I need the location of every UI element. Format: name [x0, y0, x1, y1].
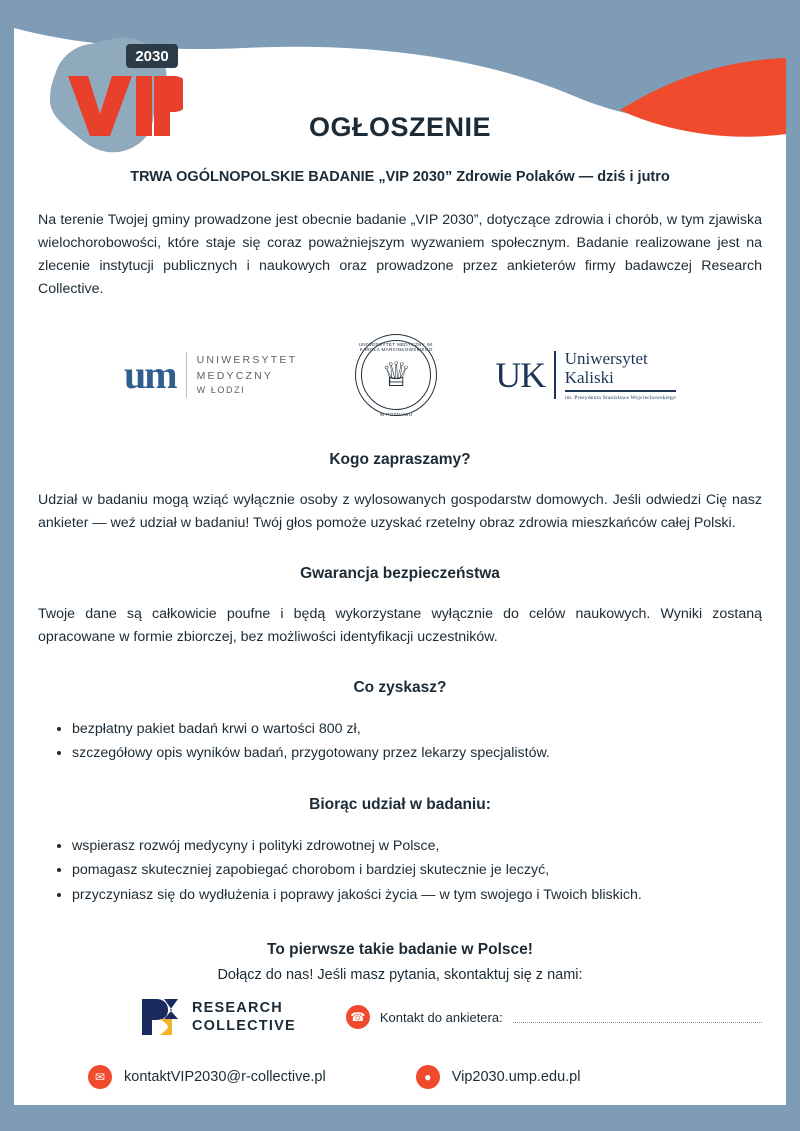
- section-heading-co-zyskasz: Co zyskasz?: [353, 679, 447, 696]
- closing-heading: To pierwsze takie badanie w Polsce!: [267, 941, 533, 959]
- footer-email[interactable]: [88, 1065, 326, 1089]
- footer-website[interactable]: [416, 1065, 581, 1089]
- interviewer-contact-label: Kontakt do ankietera:: [379, 1009, 503, 1025]
- section-heading-kogo-zapraszamy: Kogo zapraszamy?: [329, 451, 471, 468]
- intro-paragraph: Na terenie Twojej gminy prowadzone jest obecnie badanie „VIP 2030”, dotyczące zdrowia i chorób, w tym zjawiska wielochorobowości, które staje się coraz poważniejszym wyzwaniem społecznym. Badanie realizowane jest na zlecenie instytucji publicznych i naukowych oraz prowadzone przez ankieterów firmy badawczej Research Collective.: [38, 212, 762, 297]
- section-heading-biorac-udzial: Biorąc udział w badaniu:: [309, 795, 491, 813]
- uk-line-1: Uniwersytet: [564, 348, 648, 368]
- partner-logo-poznan: [355, 334, 437, 416]
- logo-year-text: 2030: [135, 48, 169, 65]
- interviewer-contact-field[interactable]: [346, 1005, 762, 1029]
- list-item: • szczegółowy opis wyników badań, przygotowany przez lekarzy specjalistów.: [72, 741, 762, 765]
- interviewer-contact-input[interactable]: [513, 1012, 762, 1023]
- page-border-right: [786, 0, 800, 1131]
- footer-contact-row: [38, 995, 762, 1039]
- page-border-left: [0, 0, 14, 1131]
- university-seal-icon: [355, 334, 437, 416]
- footer-email-text[interactable]: kontaktVIP2030@r-collective.pl: [124, 1069, 326, 1085]
- uk-monogram: UK: [495, 355, 546, 395]
- section-heading-gwarancja: Gwarancja bezpieczeństwa: [300, 565, 500, 582]
- page-subtitle: TRWA OGÓLNOPOLSKIE BADANIE „VIP 2030” Zdrowie Polaków — dziś i jutro: [130, 169, 670, 185]
- seal-bottom-text: W POZNANIU: [380, 412, 413, 417]
- research-collective-mark-icon: [138, 995, 182, 1039]
- partner-logo-uniwersytet-kaliski: [495, 349, 676, 402]
- divider: [554, 351, 556, 399]
- um-monogram: um: [123, 352, 176, 397]
- poster-footer: [38, 995, 762, 1089]
- list-item: • pomagasz skuteczniej zapobiegać chorobom i bardziej skutecznie je leczyć,: [72, 858, 762, 882]
- list-item: • wspierasz rozwój medycyny i polityki zdrowotnej w Polsce,: [72, 834, 762, 858]
- divider: [186, 352, 187, 398]
- divider: [565, 390, 676, 392]
- um-line-3: W ŁODZI: [196, 385, 246, 396]
- phone-icon: ☎: [346, 1005, 370, 1029]
- envelope-icon: ✉: [88, 1065, 112, 1089]
- page-border-top: [0, 0, 800, 14]
- footer-links-row: [38, 1065, 762, 1089]
- page-title: OGŁOSZENIE: [308, 112, 492, 142]
- um-line-2: MEDYCZNY: [196, 370, 274, 383]
- research-collective-logo: [138, 995, 296, 1039]
- list-item: • przyczyniasz się do wydłużenia i poprawy jakości życia — w tym swojego i Twoich bliskich.: [72, 883, 762, 907]
- closing-subtext: Dołącz do nas! Jeśli masz pytania, skontaktuj się z nami:: [217, 967, 583, 984]
- participation-list: [38, 834, 762, 907]
- section-paragraph-kogo-zapraszamy: Udział w badaniu mogą wziąć wyłącznie osoby z wylosowanych gospodarstw domowych. Jeśli odwiedzi Cię nasz ankieter — weź udział w badaniu! Twój głos pomoże uzyskać rzetelny obraz zdrowia mieszkańców całej Polski.: [38, 492, 762, 531]
- seal-top-text: UNIWERSYTET MEDYCZNY IM. KAROLA MARCINKOWSKIEGO: [358, 342, 434, 352]
- uk-line-3: im. Prezydenta Stanisława Wojciechowskiego: [564, 394, 676, 401]
- partner-logos-row: [38, 329, 762, 421]
- eagle-icon: ♕: [380, 356, 412, 394]
- research-collective-line-2: COLLECTIVE: [192, 1018, 296, 1034]
- list-item: • bezpłatny pakiet badań krwi o wartości 800 zł,: [72, 717, 762, 741]
- uk-line-2: Kaliski: [564, 368, 614, 388]
- um-line-1: UNIWERSYTET: [196, 353, 298, 366]
- partner-logo-um-lodz: [124, 352, 297, 398]
- benefits-list: [38, 717, 762, 766]
- poster-content: [38, 112, 762, 983]
- footer-website-text[interactable]: Vip2030.ump.edu.pl: [451, 1069, 581, 1085]
- research-collective-line-1: RESEARCH: [192, 999, 283, 1016]
- location-pin-icon: ●: [416, 1065, 440, 1089]
- section-paragraph-gwarancja: Twoje dane są całkowicie poufne i będą wykorzystane wyłącznie do celów naukowych. Wyniki zostaną opracowane w formie zbiorczej, bez możliwości identyfikacji uczestników.: [38, 606, 762, 645]
- page-border-bottom: [0, 1105, 800, 1131]
